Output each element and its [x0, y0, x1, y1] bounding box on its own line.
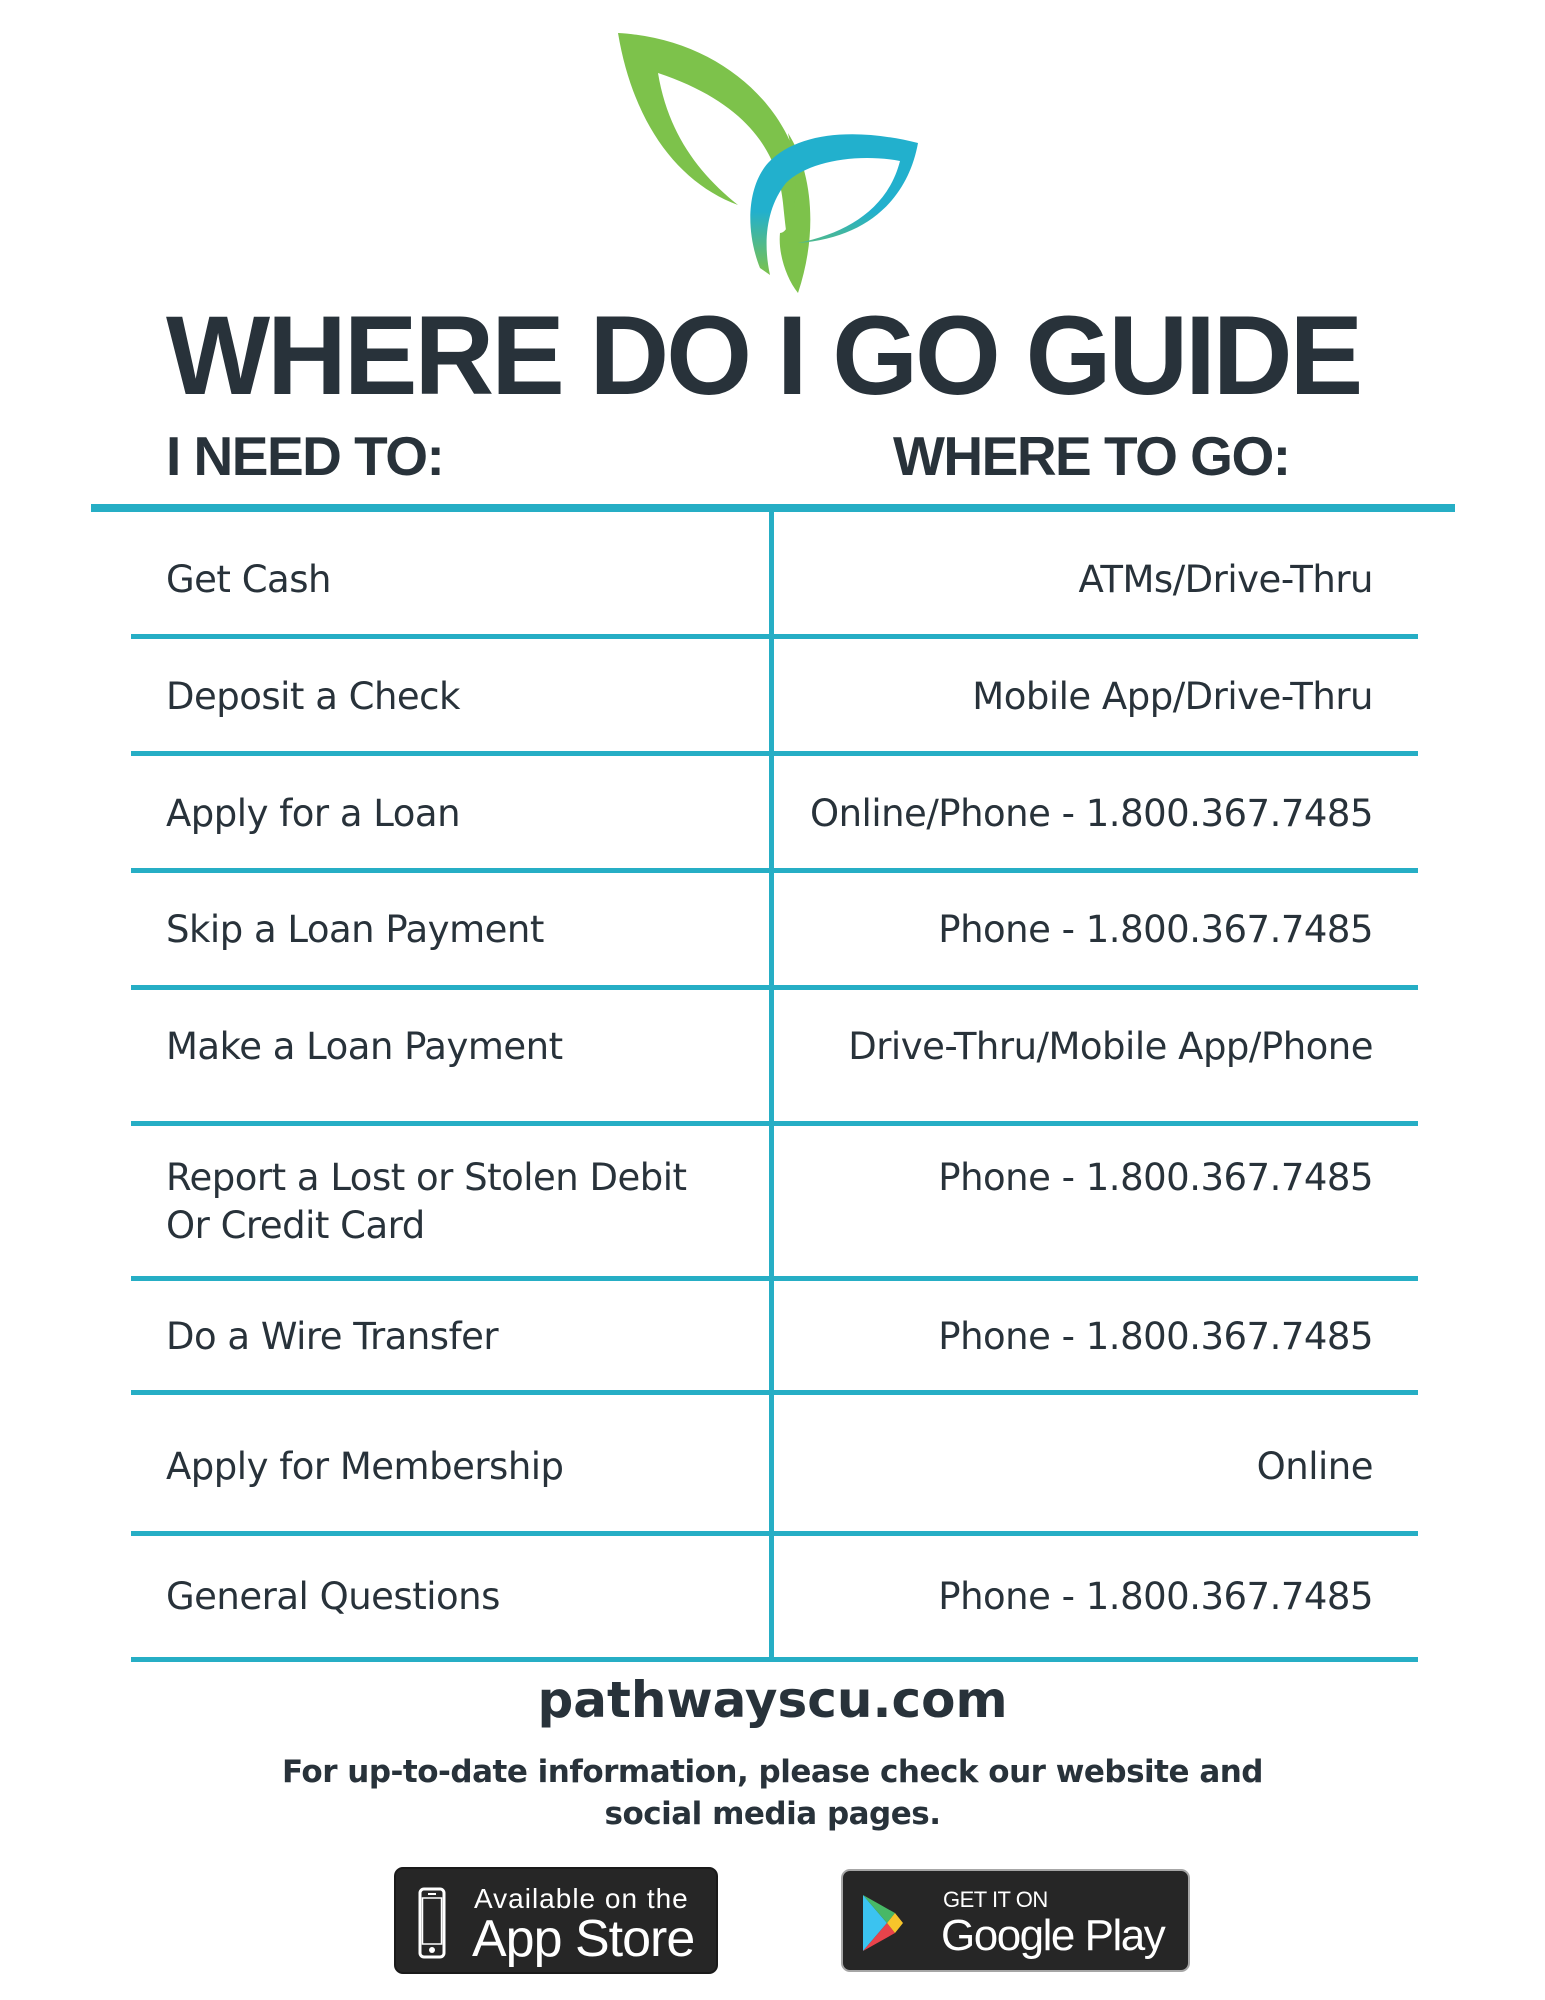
website-link[interactable]: pathwayscu.com — [537, 1671, 1008, 1729]
footer-note-line-1: For up-to-date information, please check our website and — [282, 1754, 1263, 1790]
need-cell: Apply for Membership — [166, 1445, 564, 1488]
footer-note-line-2: social media pages. — [604, 1796, 941, 1832]
pathways-leaf-logo — [618, 33, 918, 295]
phone-icon — [418, 1887, 446, 1959]
where-cell: Drive-Thru/Mobile App/Phone — [848, 1025, 1373, 1068]
row-divider — [131, 751, 1418, 756]
row-divider — [131, 868, 1418, 873]
app-store-big-label: App Store — [472, 1910, 695, 1968]
play-triangle-icon — [861, 1893, 903, 1953]
need-cell: General Questions — [166, 1575, 500, 1618]
row-divider — [131, 1276, 1418, 1281]
where-cell: Phone - 1.800.367.7485 — [938, 1315, 1373, 1358]
where-cell: Mobile App/Drive-Thru — [972, 675, 1373, 718]
google-play-big-label: Google Play — [941, 1911, 1165, 1960]
app-store-small-label: Available on the — [474, 1883, 689, 1914]
where-cell: Phone - 1.800.367.7485 — [938, 1575, 1373, 1618]
need-cell: Deposit a Check — [166, 675, 460, 718]
footer-note — [0, 1751, 1545, 1835]
need-cell-line-1: Report a Lost or Stolen Debit — [166, 1156, 687, 1199]
need-cell-line-2: Or Credit Card — [166, 1204, 425, 1247]
row-divider — [131, 634, 1418, 639]
where-cell: Online/Phone - 1.800.367.7485 — [809, 792, 1373, 835]
page-title: WHERE DO I GO GUIDE — [166, 293, 1361, 418]
row-divider — [131, 1657, 1418, 1662]
row-divider — [131, 1121, 1418, 1126]
column-header-need: I NEED TO: — [166, 425, 444, 487]
need-cell: Skip a Loan Payment — [166, 908, 544, 951]
where-cell: ATMs/Drive-Thru — [1078, 558, 1373, 601]
where-cell: Online — [1256, 1445, 1373, 1488]
row-divider — [131, 985, 1418, 990]
where-cell: Phone - 1.800.367.7485 — [938, 1156, 1373, 1199]
column-divider — [769, 510, 774, 1660]
column-header-where: WHERE TO GO: — [893, 425, 1290, 487]
row-divider — [131, 1531, 1418, 1536]
need-cell: Make a Loan Payment — [166, 1025, 563, 1068]
google-play-badge[interactable] — [841, 1869, 1190, 1972]
need-cell: Do a Wire Transfer — [166, 1315, 499, 1358]
need-cell: Apply for a Loan — [166, 792, 461, 835]
google-play-small-label: GET IT ON — [943, 1887, 1048, 1912]
need-cell: Get Cash — [166, 558, 331, 601]
where-cell: Phone - 1.800.367.7485 — [938, 908, 1373, 951]
app-store-badge[interactable] — [394, 1867, 718, 1974]
row-divider — [131, 1390, 1418, 1395]
